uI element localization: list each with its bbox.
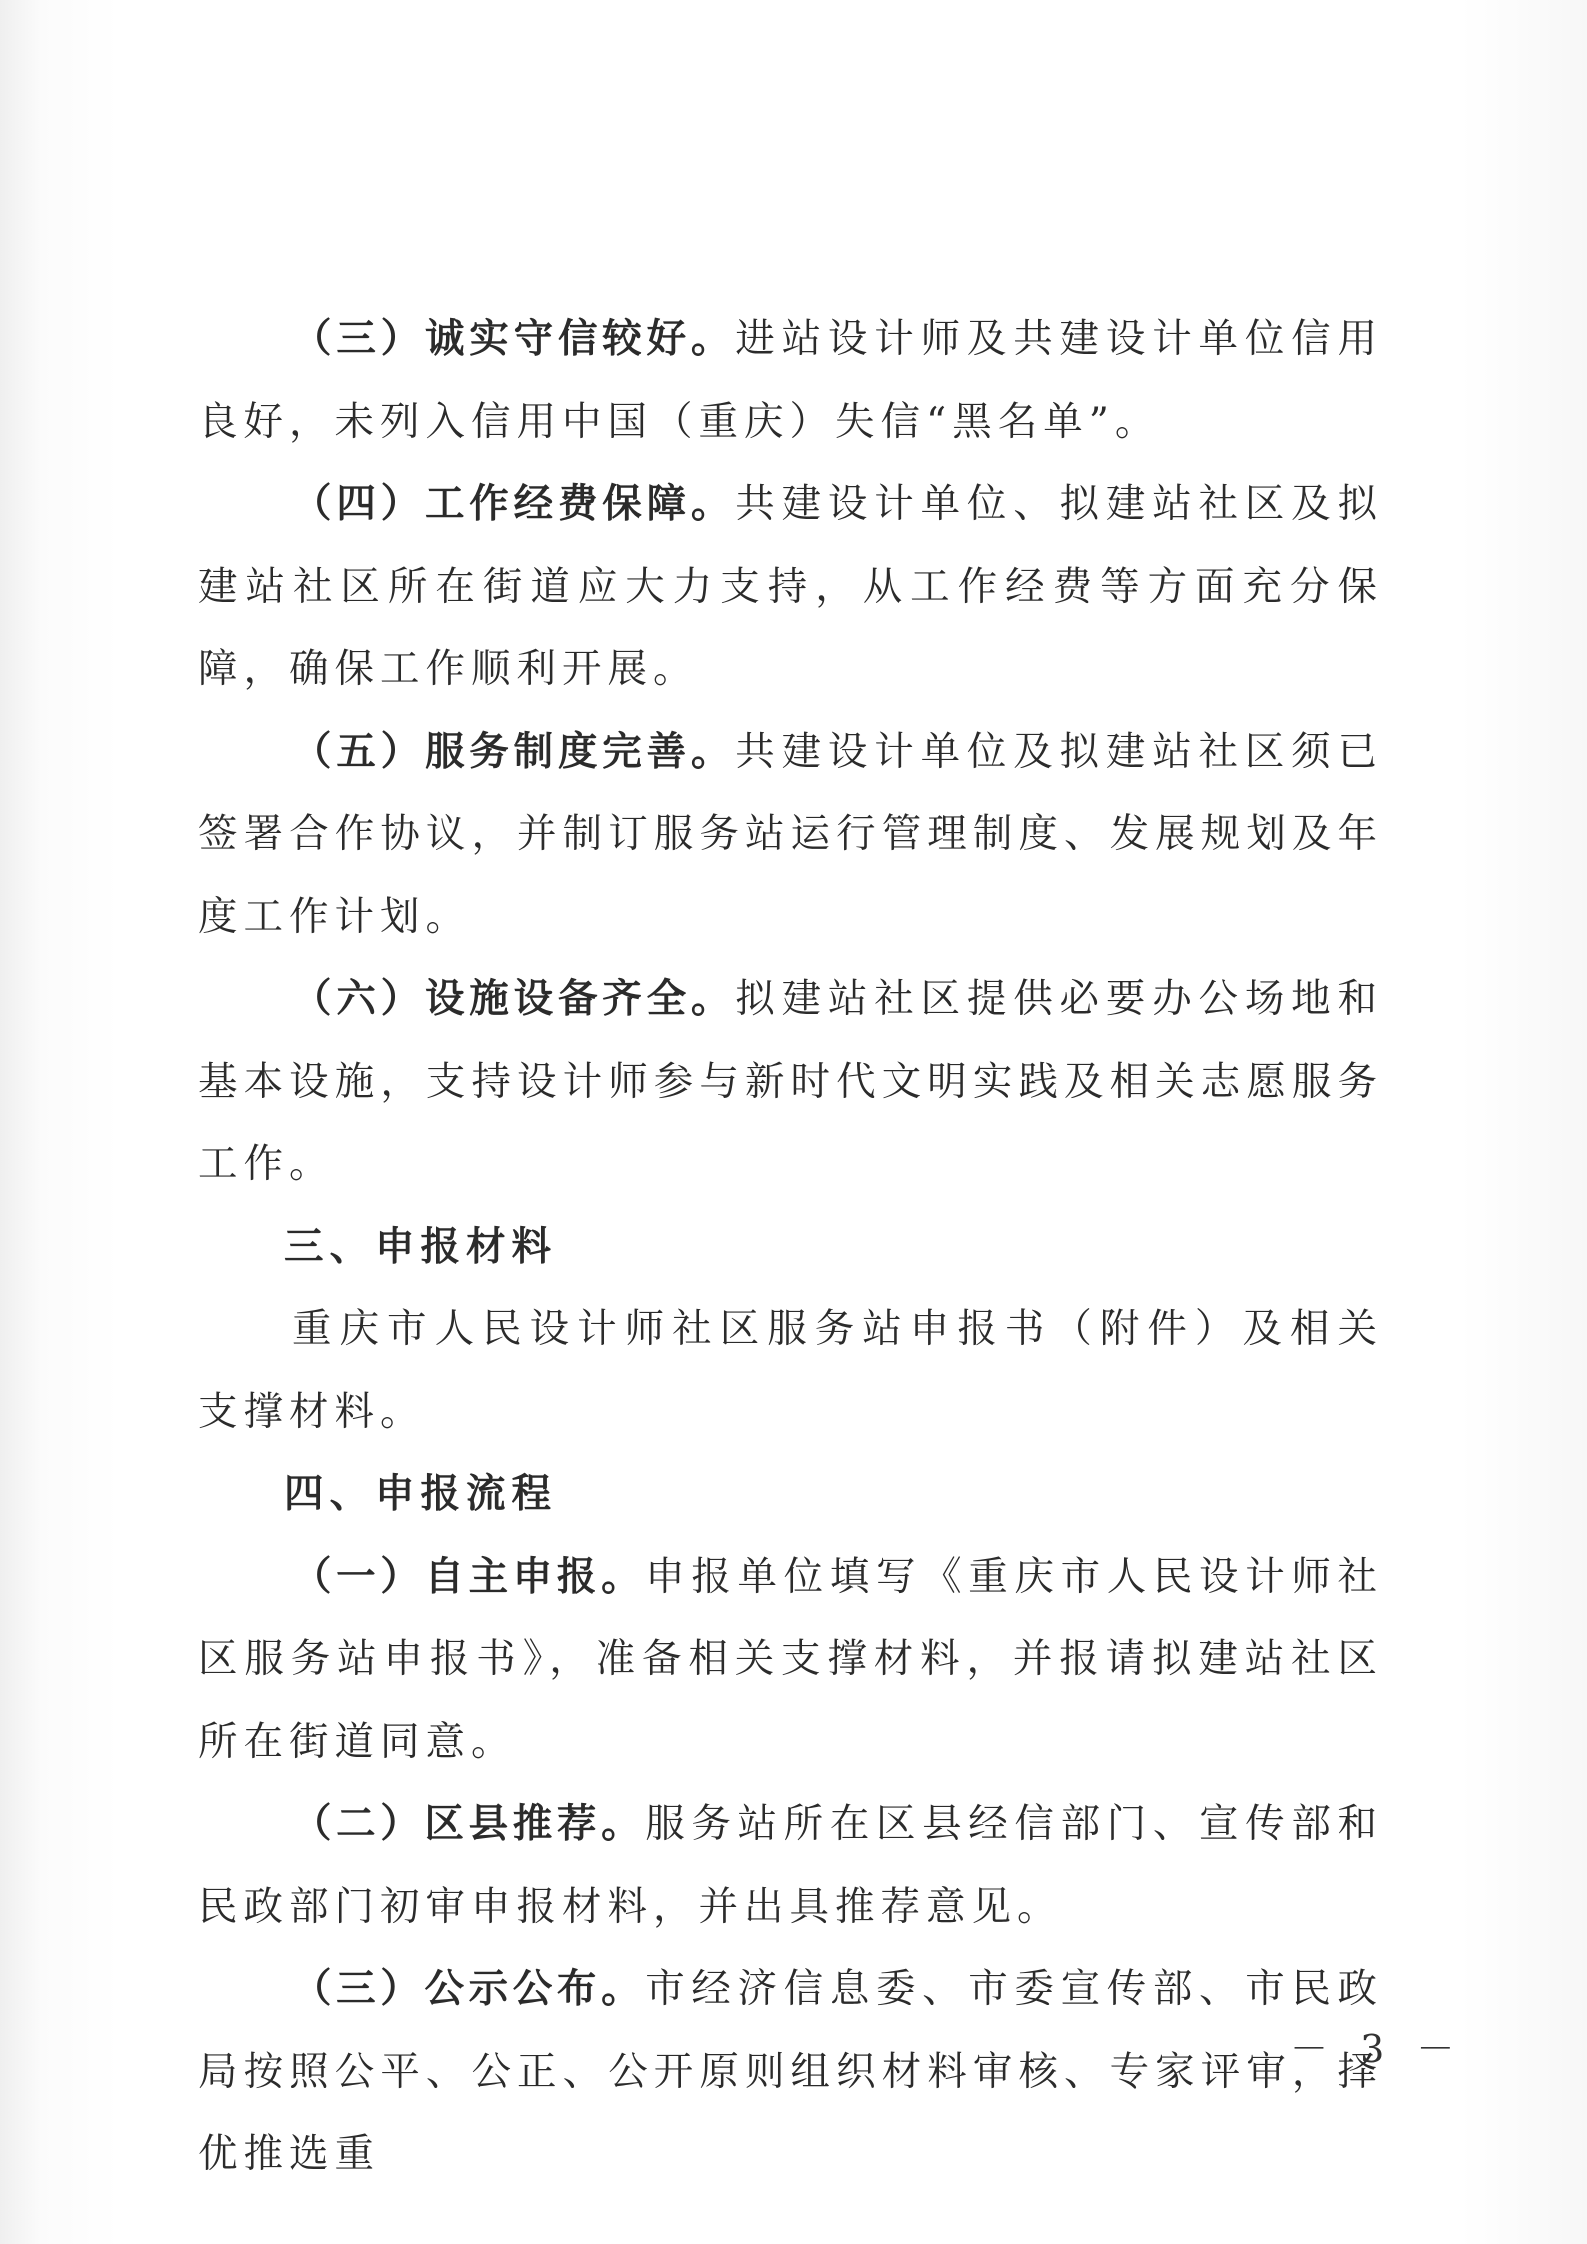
paragraph-self-application: [198, 1536, 1383, 1784]
paragraph-lead: （六）设施设备齐全。: [292, 976, 736, 1022]
paragraph-publicity: [198, 1948, 1383, 2196]
paragraph-lead: （二）区县推荐。: [292, 1801, 646, 1847]
paragraph-text: 重庆市人民设计师社区服务站申报书（附件）及相关支撑材料。: [198, 1306, 1383, 1435]
paragraph-text: 申报单位填写《重庆市人民设计师社区服务站申报书》，准备相关支撑材料，并报请拟建站社区所在街道同意。: [198, 1553, 1384, 1765]
paragraph-text: 拟建站社区提供必要办公场地和基本设施，支持设计师参与新时代文明实践及相关志愿服务工作。: [198, 976, 1384, 1187]
section-heading-materials: 三、申报材料: [284, 1223, 557, 1270]
paragraph-lead: （三）诚实守信较好。: [292, 316, 736, 362]
paragraph-service-system: [198, 711, 1383, 959]
paragraph-text: 共建设计单位、拟建站社区及拟建站社区所在街道应大力支持，从工作经费等方面充分保障，确保工作顺利开展。: [198, 481, 1384, 692]
paragraph-integrity: [198, 298, 1383, 463]
document-body: [198, 298, 1383, 2196]
paragraph-text: 服务站所在区县经信部门、宣传部和民政部门初审申报材料，并出具推荐意见。: [198, 1801, 1384, 1930]
paragraph-lead: （三）公示公布。: [292, 1966, 646, 2012]
paragraph-text: 市经济信息委、市委宣传部、市民政局按照公平、公正、公开原则组织材料审核、专家评审，择优推选重: [198, 1966, 1384, 2177]
paragraph-text: 进站设计师及共建设计单位信用良好，未列入信用中国（重庆）失信“黑名单”。: [198, 316, 1384, 445]
paragraph-funding: [198, 463, 1383, 711]
section-heading-process: 四、申报流程: [284, 1471, 557, 1517]
paragraph-text: 共建设计单位及拟建站社区须已签署合作协议，并制订服务站运行管理制度、发展规划及年度工作计划。: [198, 728, 1384, 940]
paragraph-lead: （五）服务制度完善。: [292, 728, 736, 775]
paragraph-district-recommendation: [198, 1783, 1383, 1948]
paragraph-lead: （四）工作经费保障。: [292, 481, 736, 527]
paragraph-lead: （一）自主申报。: [292, 1553, 646, 1600]
page-number: － 3 －: [1290, 2027, 1465, 2071]
paragraph-materials: [198, 1288, 1383, 1453]
paragraph-facilities: [198, 958, 1383, 1206]
